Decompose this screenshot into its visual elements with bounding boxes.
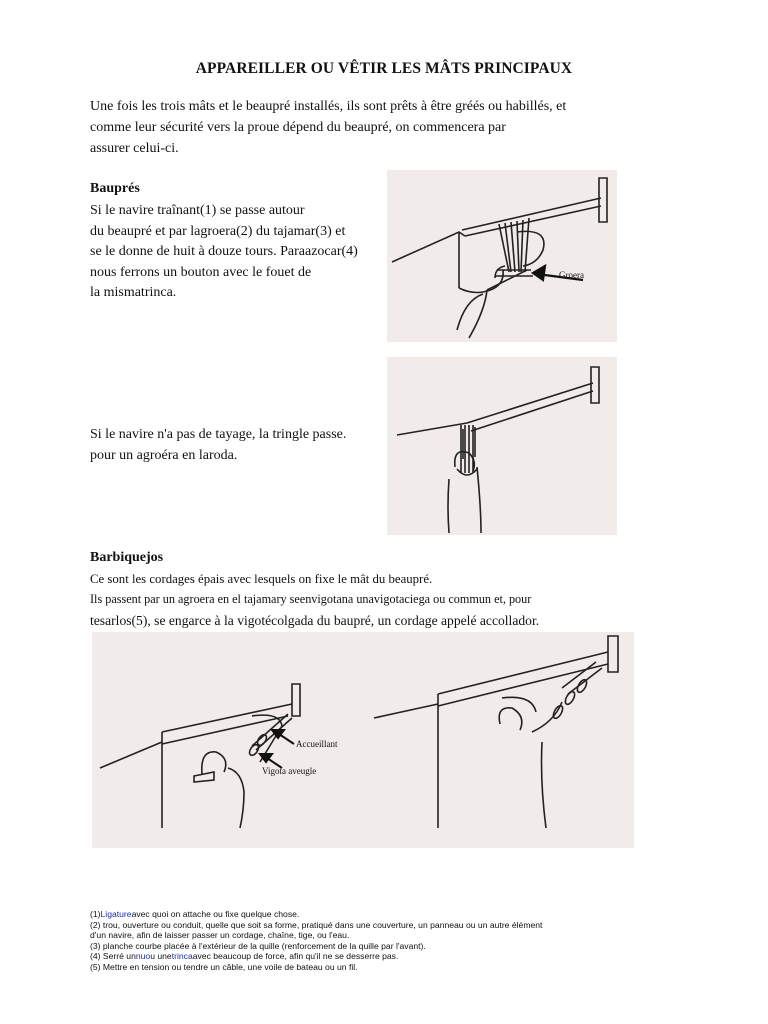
footnote-text: avec beaucoup de force, afin qu'il ne se desserre pas.: [192, 951, 399, 962]
beaupre-line: Si le navire traînant(1) se passe autour: [90, 203, 305, 218]
label-accueillant: Accueillant: [296, 739, 338, 749]
barbiquejos-line-1: Ce sont les cordages épais avec lesquels on fixe le mât du beaupré.: [90, 572, 433, 586]
intro-line: Une fois les trois mâts et le beaupré installés, ils sont prêts à être gréés ou habillés, et: [90, 99, 567, 114]
footnote-text: u une: [150, 951, 172, 962]
section-heading-barbiquejos: Barbiquejos: [90, 550, 164, 565]
section-heading-beaupre: Bauprés: [90, 181, 140, 196]
footnote-2b: d'un navire, afin de laisser passer un cordage, chaîne, tige, ou l'eau.: [90, 930, 350, 941]
footnote-3: (3) planche courbe placée à l'extérieur de la quille (renforcement de la quille par l'avant).: [90, 940, 426, 951]
intro-paragraph: [90, 96, 630, 159]
footnote-number: (1): [90, 909, 101, 919]
footnote-4: [90, 951, 650, 962]
beaupre-line: nous ferrons un bouton avec le fouet de: [90, 264, 312, 280]
figure-bowsprit-gammoning: [387, 170, 617, 342]
intro-line: comme leur sécurité vers la proue dépend du beaupré, on commencera par: [90, 120, 506, 135]
footnote-link-ligature[interactable]: Ligature: [100, 909, 132, 919]
figure-barbiquejos: [92, 632, 634, 848]
footnotes: [90, 909, 650, 973]
beaupre-line: se le donne de huit à douze tours. Paraazocar(4): [90, 244, 358, 259]
figure-barbiquejos-drawing: [92, 632, 634, 848]
page-title: APPAREILLER OU VÊTIR LES MÂTS PRINCIPAUX: [195, 60, 573, 77]
beaupre-line: du beaupré et par lagroera(2) du tajamar(3) et: [90, 223, 346, 239]
figure-bowsprit-no-tayage: [387, 357, 617, 535]
barbiquejos-line-2: Ils passent par un agroera en el tajamary seenvigotana unavigotaciega ou commun et, pour: [90, 592, 532, 606]
footnote-1: [90, 909, 650, 920]
tayage-line: Si le navire n'a pas de tayage, la tringle passe.: [90, 427, 347, 442]
figure-bowsprit-gammoning-drawing: [387, 170, 617, 342]
beaupre-paragraph: [90, 201, 390, 304]
label-vigota-aveugle: Vigota aveugle: [262, 766, 317, 776]
footnote-5: (5) Mettre en tension ou tendre un câble, une voile de bateau ou un fil.: [90, 961, 358, 972]
label-groera: Groera: [559, 270, 584, 280]
footnote-2a: (2) trou, ouverture ou conduit, quelle que soit sa forme, pratiqué dans une couverture, un panneau ou un autre élément: [90, 919, 543, 930]
intro-line: assurer celui-ci.: [90, 141, 179, 156]
footnote-text: (4) Serré un: [90, 951, 136, 962]
tayage-paragraph: [90, 425, 390, 466]
tayage-line: pour un agroéra en laroda.: [90, 447, 238, 463]
beaupre-line: la mismatrinca.: [90, 285, 177, 300]
footnote-text: avec quoi on attache ou fixe quelque chose.: [131, 909, 300, 919]
figure-bowsprit-no-tayage-drawing: [387, 357, 617, 535]
footnote-link-nuo[interactable]: nuo: [135, 951, 151, 962]
barbiquejos-line-3: tesarlos(5), se engarce à la vigotécolgada du baupré, un cordage appelé accollador.: [90, 613, 540, 628]
footnote-link-trinca[interactable]: trinca: [171, 951, 193, 962]
